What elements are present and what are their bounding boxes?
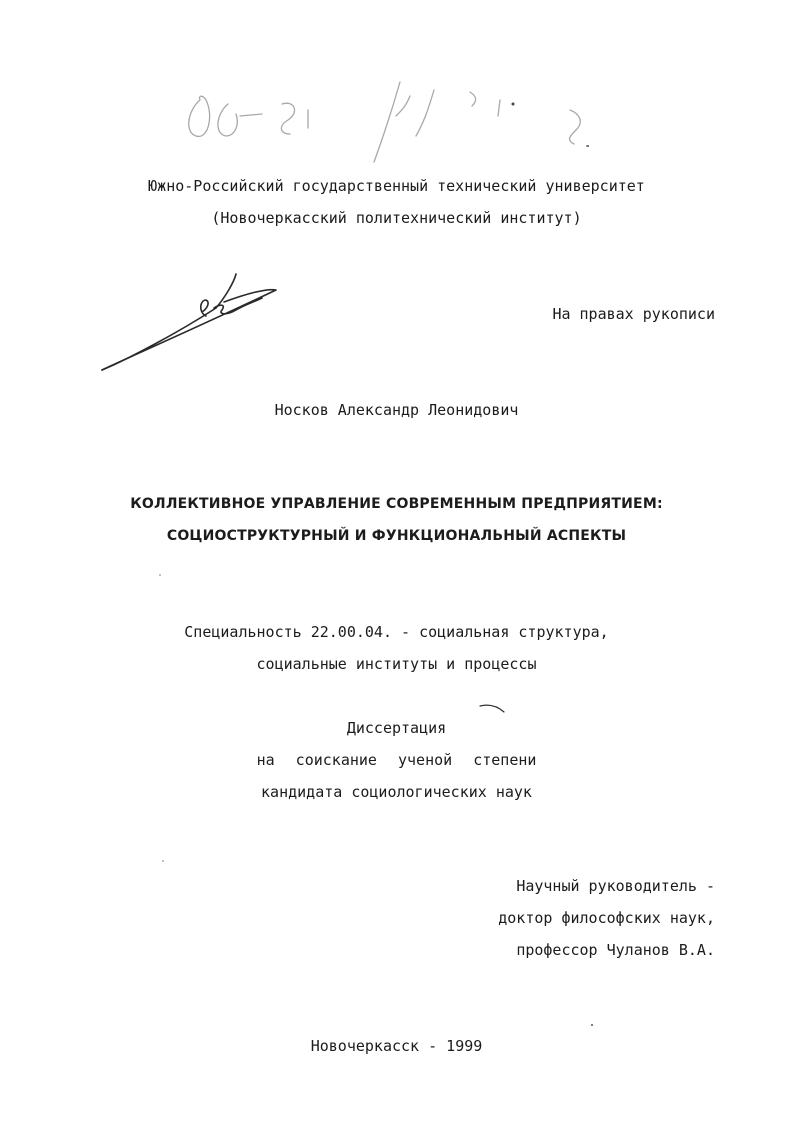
pencil-handwriting-mark	[170, 70, 640, 170]
specialty-line-1: Специальность 22.00.04. - социальная структура,	[184, 623, 609, 641]
author-name: Носков Александр Леонидович	[274, 401, 519, 419]
pen-stroke-mark	[478, 702, 508, 716]
document-type: Диссертация	[346, 719, 447, 737]
signature-mark	[96, 268, 286, 378]
degree-name: кандидата социологических наук	[261, 783, 532, 801]
degree-purpose: на соискание ученой степени	[256, 751, 537, 769]
supervisor-degree: доктор философских наук,	[498, 909, 715, 927]
supervisor-label: Научный руководитель -	[516, 877, 715, 895]
rights-note: На правах рукописи	[552, 305, 715, 323]
specialty-line-2: социальные институты и процессы	[256, 655, 537, 673]
city-year: Новочеркасск - 1999	[310, 1037, 483, 1055]
thesis-title-line-1: КОЛЛЕКТИВНОЕ УПРАВЛЕНИЕ СОВРЕМЕННЫМ ПРЕДПРИЯТИЕМ:	[130, 496, 663, 512]
supervisor-name: профессор Чуланов В.А.	[516, 941, 715, 959]
institution-former-name: (Новочеркасский политехнический институт)	[211, 209, 582, 227]
institution-name: Южно-Российский государственный технический университет	[148, 177, 645, 195]
thesis-title-line-2: СОЦИОСТРУКТУРНЫЙ И ФУНКЦИОНАЛЬНЫЙ АСПЕКТЫ	[166, 528, 627, 544]
